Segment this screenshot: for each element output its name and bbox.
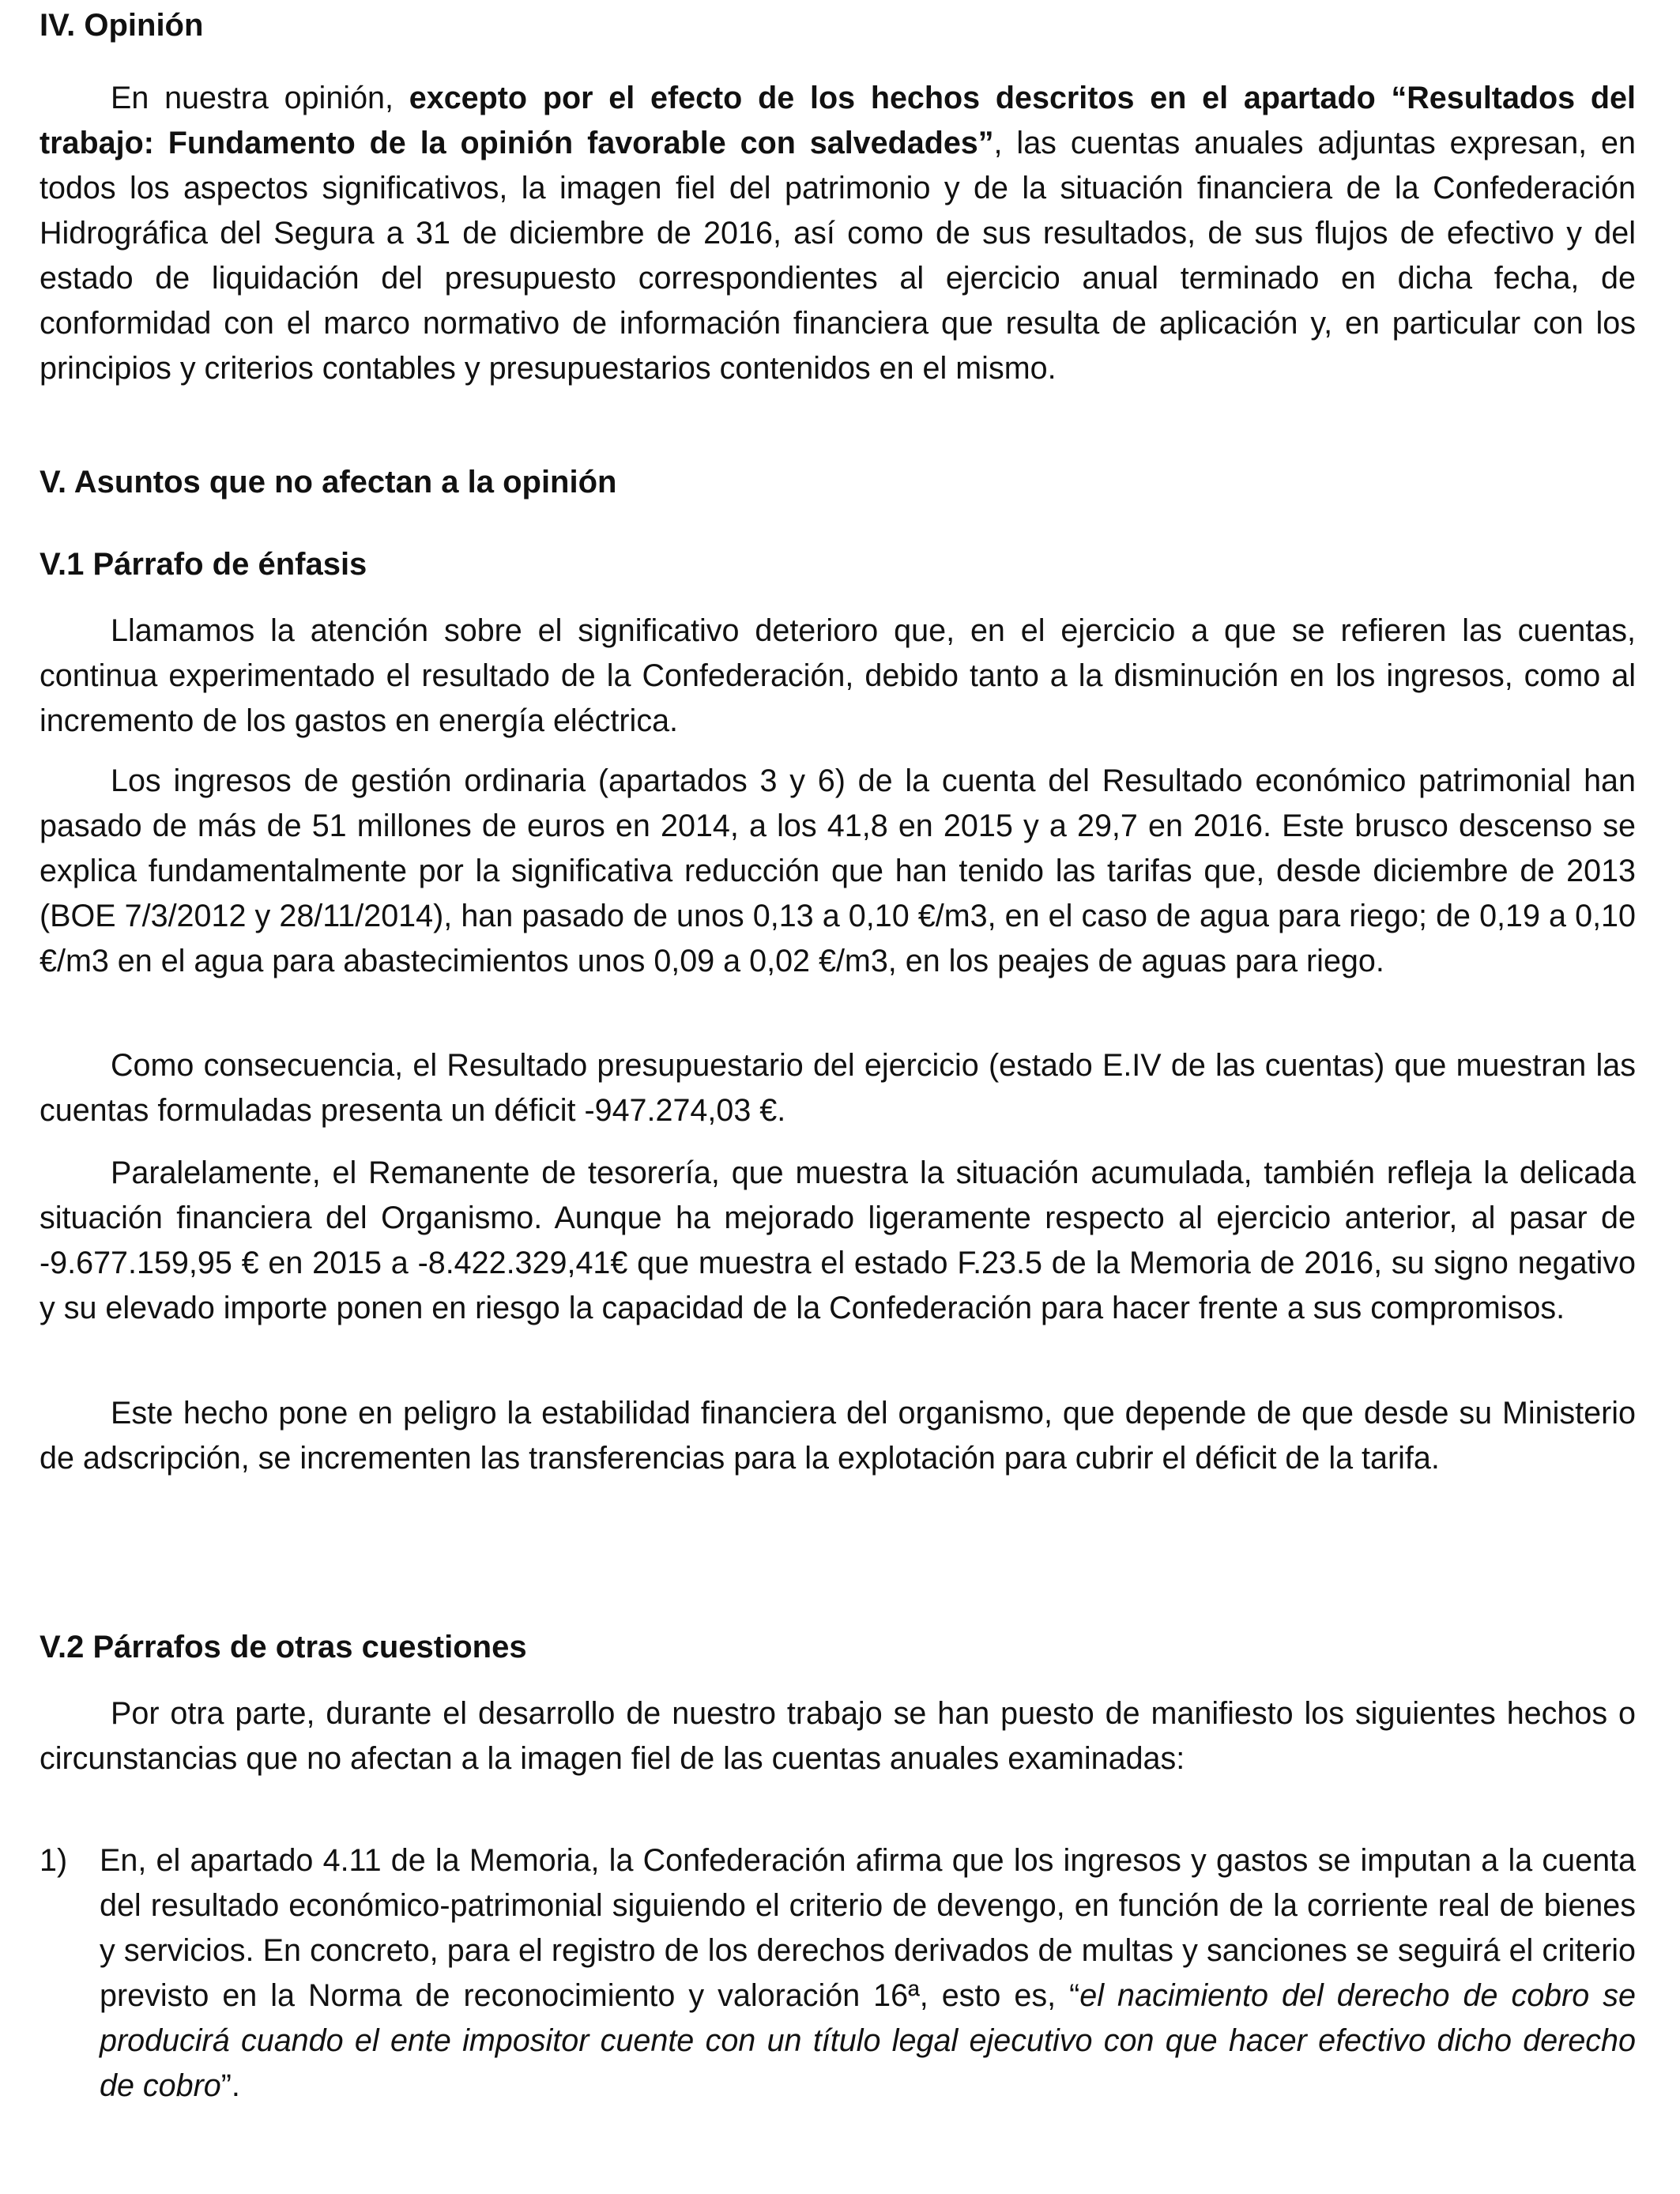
v1-paragraph-2: Los ingresos de gestión ordinaria (apartados 3 y 6) de la cuenta del Resultado económico patrimonial han pasado de más de 51 millones de euros en 2014, a los 41,8 en 2015 y a 29,7 en 2016. Este brusco descenso se explica fundamentalmente por la significativa reducción que han tenido las tarifas que, desde diciembre de 2013 (BOE 7/3/2012 y 28/11/2014), han pasado de unos 0,13 a 0,10 €/m3, en el caso de agua para riego; de 0,19 a 0,10 €/m3 en el agua para abastecimientos unos 0,09 a 0,02 €/m3, en los peajes de aguas para riego. — [40, 763, 1636, 978]
opinion-text-end: , las cuentas anuales adjuntas expresan, en todos los aspectos significativos, la imagen fiel del patrimonio y de la situación financiera de la Confederación Hidrográfica del Segura a 31 de diciembre de 2016, así como de sus resultados, de sus flujos de efectivo y del estado de liquidación del presupuesto correspondientes al ejercicio anual terminado en dicha fecha, de conformidad con el marco normativo de información financiera que resulta de aplicación y, en particular con los principios y criterios contables y presupuestarios contenidos en el mismo. — [40, 126, 1636, 386]
v1-paragraph-3: Como consecuencia, el Resultado presupuestario del ejercicio (estado E.IV de las cuentas) que muestran las cuentas formuladas presenta un déficit -947.274,03 €. — [40, 1048, 1636, 1128]
v1-paragraph-4: Paralelamente, el Remanente de tesorería, que muestra la situación acumulada, también refleja la delicada situación financiera del Organismo. Aunque ha mejorado ligeramente respecto al ejercicio anterior, al pasar de -9.677.159,95 € en 2015 a -8.422.329,41€ que muestra el estado F.23.5 de la Memoria de 2016, su signo negativo y su elevado importe ponen en riesgo la capacidad de la Confederación para hacer frente a sus compromisos. — [40, 1155, 1636, 1325]
list-item-text-italic: el nacimiento del derecho de cobro se producirá cuando el ente impositor cuente con un título legal ejecutivo con que hacer efectivo dicho derecho de cobro — [100, 1978, 1636, 2103]
section-v2-heading: V.2 Párrafos de otras cuestiones — [40, 1630, 527, 1664]
list-item-text-end: ”. — [220, 2068, 240, 2103]
list-item-text — [100, 1838, 1636, 2109]
opinion-text-bold: excepto por el efecto de los hechos descritos en el apartado “Resultados del trabajo: Fundamento de la opinión favorable con salvedades” — [40, 81, 1636, 160]
v1-paragraph-1: Llamamos la atención sobre el significativo deterioro que, en el ejercicio a que se refieren las cuentas, continua experimentado el resultado de la Confederación, debido tanto a la disminución en los ingresos, como al incremento de los gastos en energía eléctrica. — [40, 613, 1636, 738]
list-item-text-start: En, el apartado 4.11 de la Memoria, la Confederación afirma que los ingresos y gastos se imputan a la cuenta del resultado económico-patrimonial siguiendo el criterio de devengo, en función de la corriente real de bienes y servicios. En concreto, para el registro de los derechos derivados de multas y sanciones se seguirá el criterio previsto en la Norma de reconocimiento y valoración 16ª, esto es, “ — [100, 1843, 1636, 2013]
section-iv-heading: IV. Opinión — [40, 8, 204, 43]
list-item — [40, 1838, 1636, 2109]
section-v-heading: V. Asuntos que no afectan a la opinión — [40, 465, 617, 499]
section-iv-opinion-paragraph — [40, 76, 1636, 391]
v2-intro-paragraph: Por otra parte, durante el desarrollo de nuestro trabajo se han puesto de manifiesto los siguientes hechos o circunstancias que no afectan a la imagen fiel de las cuentas anuales examinadas: — [40, 1696, 1636, 1776]
list-item-number: 1) — [40, 1843, 68, 1878]
opinion-text-start: En nuestra opinión, — [111, 81, 409, 115]
v1-paragraph-5: Este hecho pone en peligro la estabilidad financiera del organismo, que depende de que desde su Ministerio de adscripción, se incrementen las transferencias para la explotación para cubrir el déficit de la tarifa. — [40, 1396, 1636, 1476]
section-v1-heading: V.1 Párrafo de énfasis — [40, 547, 367, 582]
